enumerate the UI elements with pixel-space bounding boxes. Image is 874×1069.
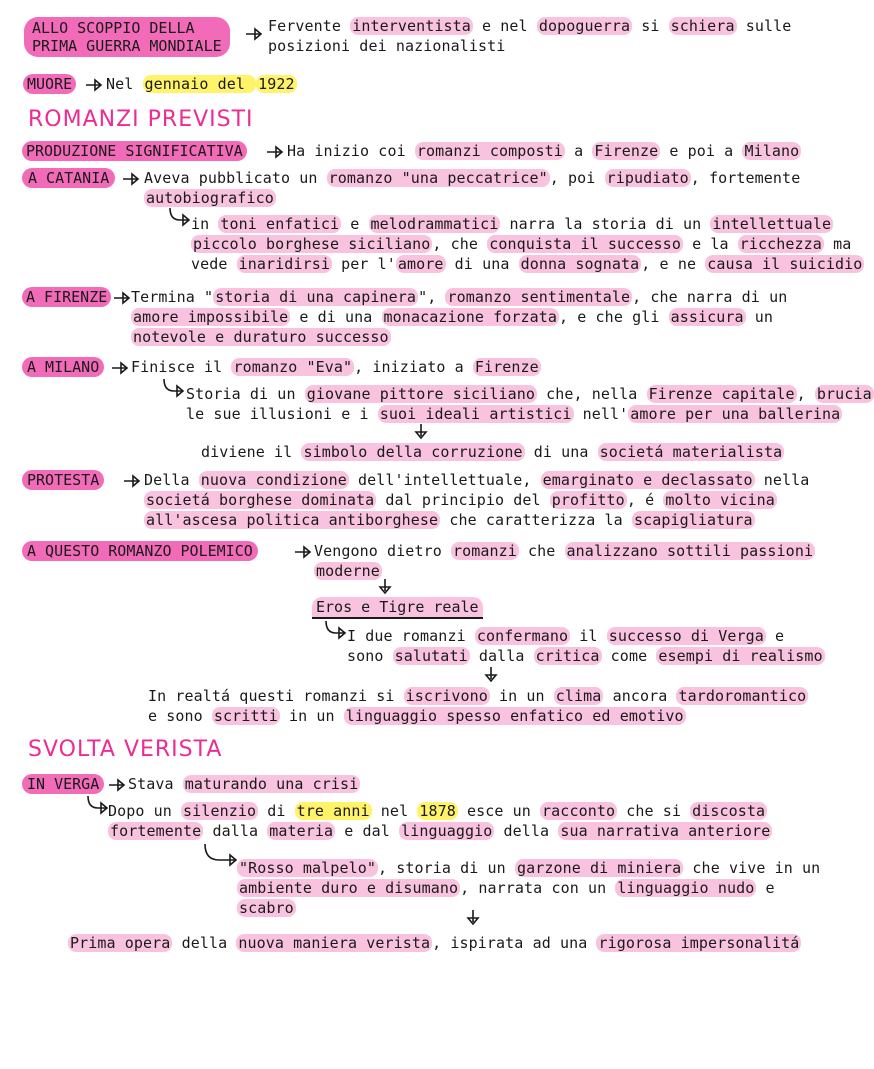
text-line: diviene il simbolo della corruzione di una societá materialista bbox=[201, 443, 783, 461]
tag-firenze: A FIRENZE bbox=[22, 287, 111, 307]
arrow-right-icon bbox=[294, 545, 316, 559]
tag-polemico: A QUESTO ROMANZO POLEMICO bbox=[22, 541, 258, 561]
text-line: Vengono dietro romanzi che analizzano sottili passioni bbox=[314, 542, 814, 560]
hook-arrow-icon bbox=[201, 842, 241, 868]
text-line: Ha inizio coi romanzi composti a Firenze e poi a Milano bbox=[287, 142, 800, 160]
tag-verga: IN VERGA bbox=[22, 774, 104, 794]
text-line: piccolo borghese siciliano , che conquista il successo e la ricchezza ma bbox=[193, 235, 852, 253]
hook-arrow-icon bbox=[166, 206, 194, 228]
tag-milano: A MILANO bbox=[22, 357, 104, 377]
text-line: all'ascesa politica antiborghese che caratterizza la scapigliatura bbox=[146, 511, 753, 529]
text-line: notevole e duraturo successo bbox=[133, 328, 389, 346]
text-line: Termina " storia di una capinera ", romanzo sentimentale , che narra di un bbox=[131, 288, 788, 306]
text-line: in toni enfatici e melodrammatici narra la storia di un intellettuale bbox=[191, 215, 832, 233]
tag-catania: A CATANIA bbox=[22, 168, 115, 188]
text-line: amore impossibile e di una monacazione forzata , e che gli assicura un bbox=[133, 308, 774, 326]
arrow-down-icon bbox=[466, 909, 480, 927]
text-line: le sue illusioni e i suoi ideali artistici nell' amore per una ballerina bbox=[186, 405, 841, 423]
text-line: ambiente duro e disumano , narrata con un linguaggio nudo e bbox=[239, 879, 775, 897]
section-title: SVOLTA VERISTA bbox=[28, 737, 223, 762]
tag-text: PRIMA GUERRA MONDIALE bbox=[32, 37, 222, 55]
text-line: fortemente dalla materia e dal linguaggio della sua narrativa anteriore bbox=[110, 822, 771, 840]
text-line: Prima opera della nuova maniera verista , ispirata ad una rigorosa impersonalitá bbox=[70, 934, 800, 952]
arrow-right-icon bbox=[123, 474, 145, 488]
text-line: Storia di un giovane pittore siciliano che, nella Firenze capitale , brucia bbox=[186, 385, 872, 403]
text-line: vede inaridirsi per l' amore di una donna sognata , e ne causa il suicidio bbox=[191, 255, 863, 273]
text-line: Della nuova condizione dell'intellettuale, emarginato e declassato nella bbox=[144, 471, 810, 489]
intro-line: posizioni dei nazionalisti bbox=[268, 37, 506, 55]
tag-scoppio-guerra bbox=[24, 17, 230, 57]
section-title: ROMANZI PREVISTI bbox=[28, 107, 254, 132]
hook-arrow-icon bbox=[160, 377, 188, 399]
arrow-right-icon bbox=[111, 361, 133, 375]
text-line: societá borghese dominata dal principio del profitto , é molto vicina bbox=[146, 491, 775, 509]
text-line: sono salutati dalla critica come esempi di realismo bbox=[347, 647, 823, 665]
arrow-right-icon bbox=[245, 27, 267, 41]
text-line: e sono scritti in un linguaggio spesso enfatico ed emotivo bbox=[148, 707, 684, 725]
arrow-down-icon bbox=[414, 423, 428, 441]
text-line: "Rosso malpelo" , storia di un garzone di miniera che vive in un bbox=[239, 859, 821, 877]
intro-line: Nel gennaio del 1922 bbox=[106, 75, 295, 93]
arrow-right-icon bbox=[122, 172, 144, 186]
text-line: autobiografico bbox=[146, 189, 274, 207]
hook-arrow-icon bbox=[322, 619, 350, 641]
text-line: Dopo un silenzio di tre anni nel 1878 esce un racconto che si discosta bbox=[108, 802, 766, 820]
eros-tigre-reale: Eros e Tigre reale bbox=[312, 597, 483, 619]
text-line: Stava maturando una crisi bbox=[128, 775, 359, 793]
intro-line: Fervente interventista e nel dopoguerra si schiera sulle bbox=[268, 17, 792, 35]
text-line: Finisce il romanzo "Eva" , iniziato a Firenze bbox=[131, 358, 539, 376]
arrow-right-icon bbox=[85, 78, 107, 92]
arrow-right-icon bbox=[108, 778, 130, 792]
text-line: I due romanzi confermano il successo di Verga e bbox=[347, 627, 785, 645]
text-line: In realtá questi romanzi si iscrivono in un clima ancora tardoromantico bbox=[148, 687, 807, 705]
arrow-down-icon bbox=[378, 578, 392, 596]
tag-muore: MUORE bbox=[23, 74, 76, 94]
text-line: moderne bbox=[316, 562, 380, 580]
arrow-down-icon bbox=[484, 666, 498, 684]
tag-protesta: PROTESTA bbox=[22, 470, 104, 490]
tag-text: ALLO SCOPPIO DELLA bbox=[32, 19, 195, 37]
text-line: Aveva pubblicato un romanzo "una peccatrice" , poi ripudiato , fortemente bbox=[144, 169, 801, 187]
arrow-right-icon bbox=[266, 145, 288, 159]
text-line: scabro bbox=[239, 899, 294, 917]
tag-produzione: PRODUZIONE SIGNIFICATIVA bbox=[22, 141, 247, 161]
